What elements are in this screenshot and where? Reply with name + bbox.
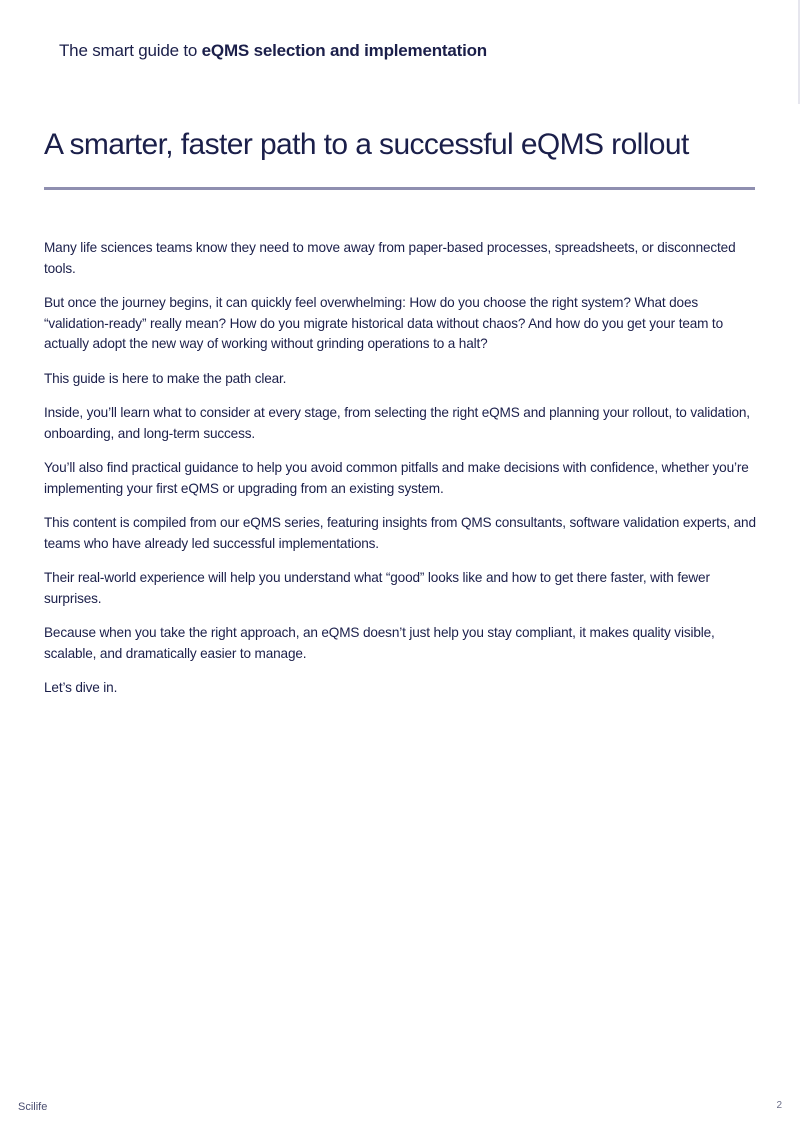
paragraph: Their real-world experience will help you understand what “good” looks like and how to get there faster, with fewer surprises. xyxy=(44,570,710,606)
paragraph: But once the journey begins, it can quickly feel overwhelming: How do you choose the right system? What does “validation-ready” really mean? How do you migrate historical data without chaos? And how do you get your team to actually adopt the new way of working without grinding operations to a halt? xyxy=(44,295,723,351)
page-number: 2 xyxy=(776,1100,782,1111)
paragraph: Let’s dive in. xyxy=(44,680,118,695)
footer-brand: Scilife xyxy=(18,1101,48,1113)
header-bold: eQMS selection and implementation xyxy=(201,41,487,60)
body-text xyxy=(44,238,756,713)
paragraph: You’ll also find practical guidance to help you avoid common pitfalls and make decisions with confidence, whether you’re implementing your first eQMS or upgrading from an existing system. xyxy=(44,460,749,496)
title-divider xyxy=(44,187,755,190)
paragraph: This guide is here to make the path clear. xyxy=(44,370,287,386)
paragraph: This content is compiled from our eQMS series, featuring insights from QMS consultants, software validation experts, and teams who have already led successful implementations. xyxy=(44,515,756,551)
running-header xyxy=(59,41,487,61)
paragraph: Many life sciences teams know they need to move away from paper-based processes, spreadsheets, or disconnected tools. xyxy=(44,240,736,276)
page-title: A smarter, faster path to a successful eQMS rollout xyxy=(44,128,689,161)
header-prefix: The smart guide to xyxy=(59,41,202,60)
paragraph: Inside, you’ll learn what to consider at every stage, from selecting the right eQMS and planning your rollout, to validation, onboarding, and long-term success. xyxy=(44,405,750,441)
paragraph: Because when you take the right approach, an eQMS doesn’t just help you stay compliant, it makes quality visible, scalable, and dramatically easier to manage. xyxy=(44,625,715,661)
